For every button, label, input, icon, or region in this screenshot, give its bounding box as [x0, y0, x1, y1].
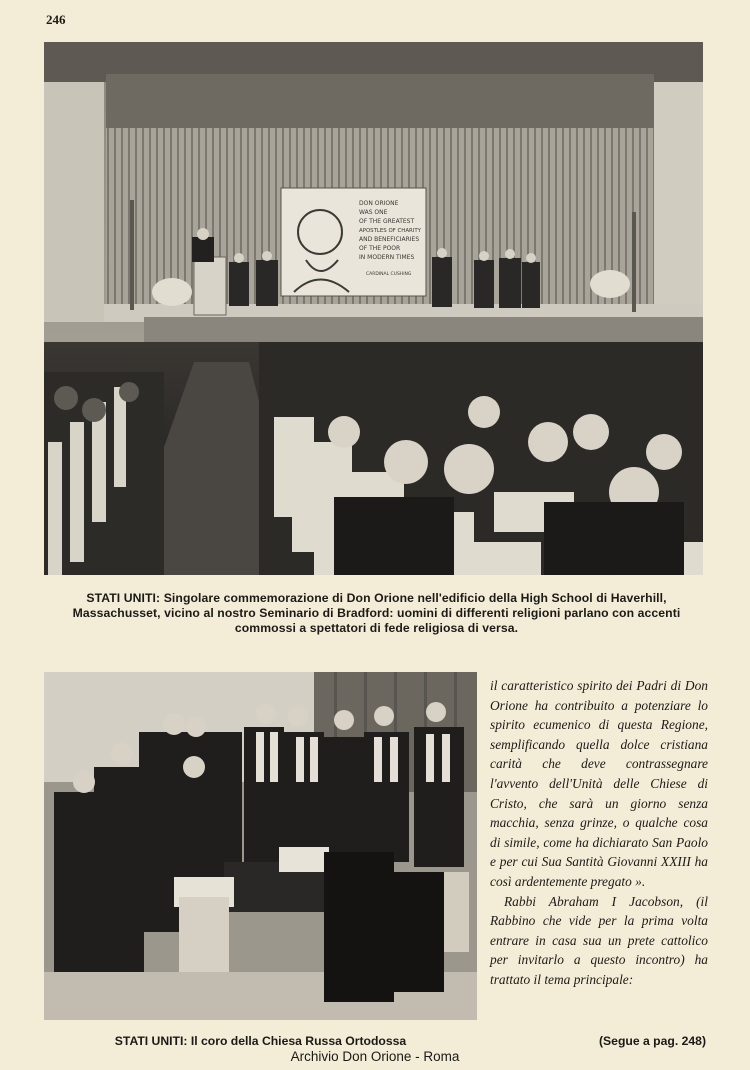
- photo-caption-choir: STATI UNITI: Il coro della Chiesa Russa Ortodossa: [114, 1034, 407, 1048]
- article-text: [490, 676, 708, 990]
- banner-line: DON ORIONE: [359, 200, 399, 207]
- article-paragraph: il caratteristico spirito dei Padri di Don Orione ha contribuito a potenziare lo spirito ecumenico di questa Regione, semplificando quella dolce cristiana carità che deve contrassegnare l'avvento dell'Unità delle Chiese di Cristo, che sarà un giorno senza macchia, senza grinze, o qualche cosa di simile, come ha dichiarato San Paolo e per cui Sua Santità Giovanni XXIII ha così ardentemente pregato ».: [490, 678, 708, 889]
- banner-line: APOSTLES OF CHARITY: [359, 228, 421, 234]
- article-paragraph: Rabbi Abraham I Jacobson, (il Rabbino che vide per la prima volta entrare in casa sua un prete cattolico per invitarlo a questo incontro) ha trattato il tema principale:: [490, 893, 708, 987]
- banner-line: IN MODERN TIMES: [359, 254, 415, 261]
- banner-signature: CARDINAL CUSHING: [366, 272, 412, 277]
- banner-line: OF THE POOR: [359, 245, 401, 252]
- banner-line: OF THE GREATEST: [359, 218, 415, 225]
- auditorium-photo: [44, 42, 703, 575]
- page-number: 246: [46, 12, 66, 27]
- choir-photo: [44, 672, 477, 1020]
- photo-caption-auditorium: STATI UNITI: Singolare commemorazione di Don Orione nell'edificio della High School di Haverhill, Massachusset, vicino al nostro Seminario di Bradford: uomini di differenti religioni parlano con accenti commossi a spettatori di fede religiosa di versa.: [72, 591, 681, 635]
- archive-footer: Archivio Don Orione - Roma: [290, 1049, 460, 1064]
- continued-note: (Segue a pag. 248): [598, 1034, 706, 1048]
- banner-line: AND BENEFICIARIES: [359, 236, 420, 243]
- banner-line: WAS ONE: [359, 209, 388, 216]
